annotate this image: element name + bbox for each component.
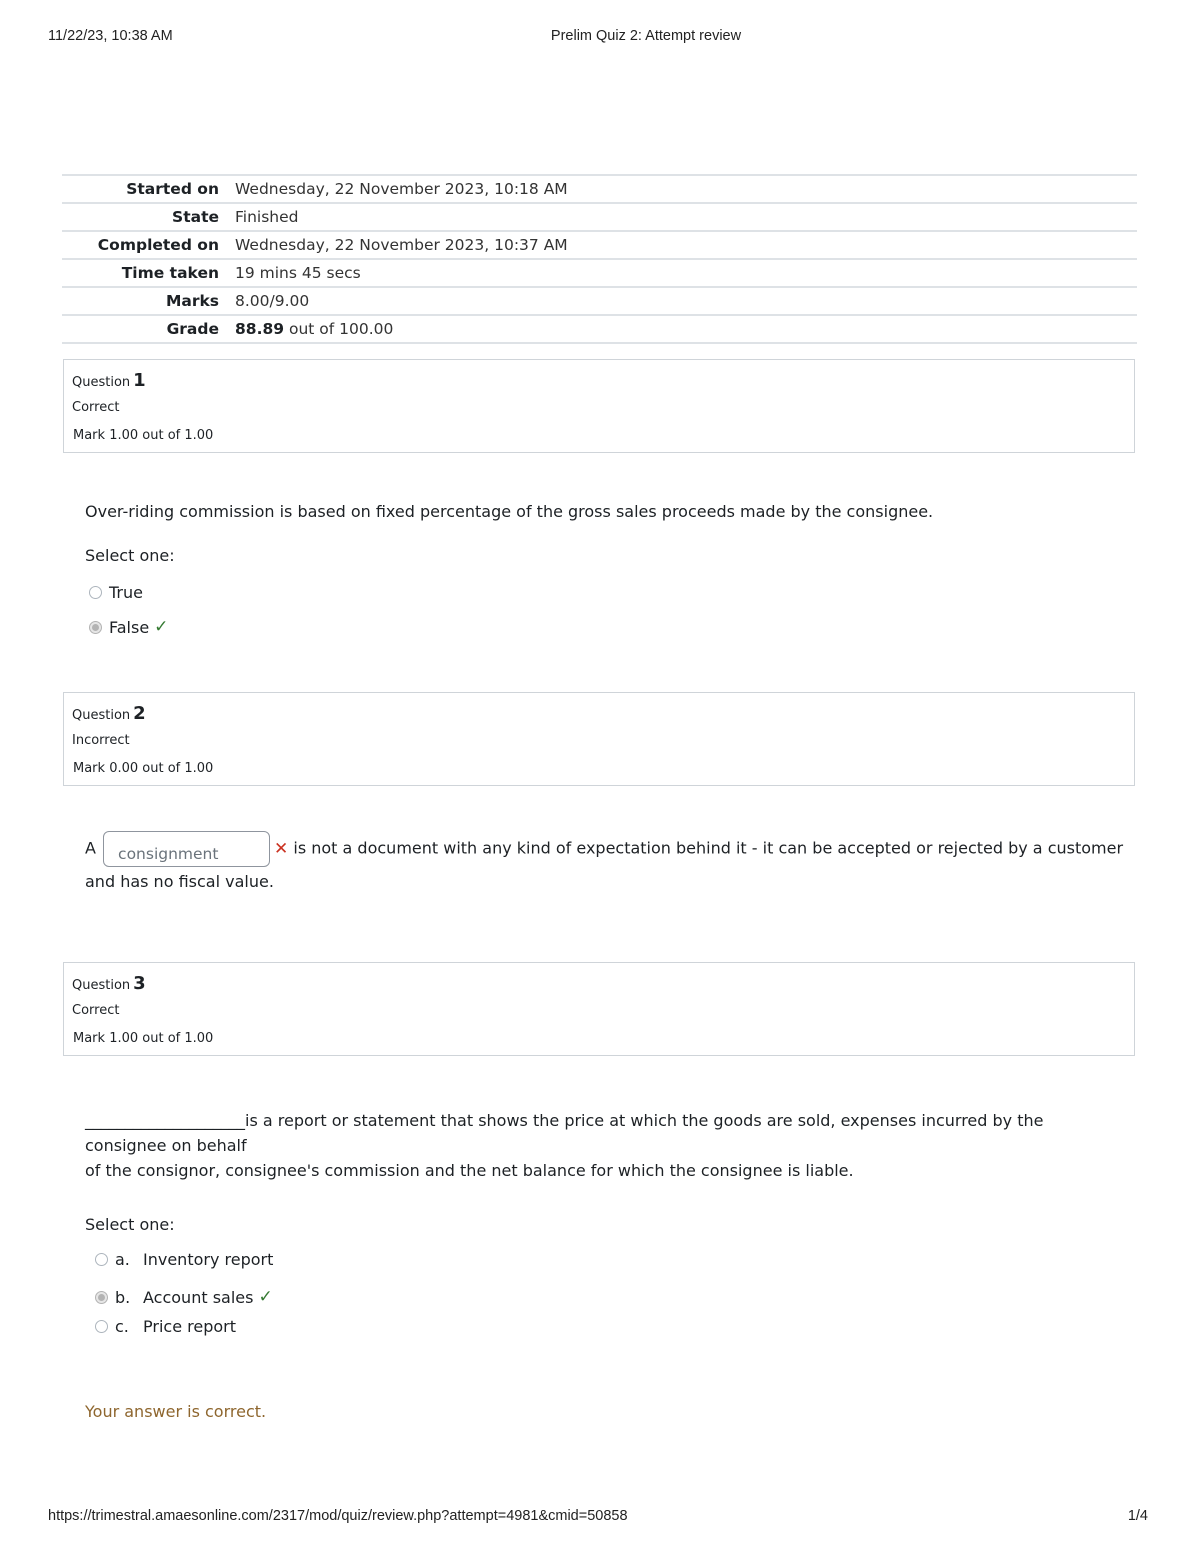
print-footer (48, 1508, 1148, 1528)
question-state: Correct (72, 1003, 120, 1018)
grade-label: Grade (166, 320, 219, 338)
question-3-text-line-2: of the consignor, consignee's commission and the net balance for which the consignee is liable. (85, 1161, 854, 1180)
print-url: https://trimestral.amaesonline.com/2317/mod/quiz/review.php?attempt=4981&cmid=50858 (48, 1508, 628, 1524)
print-header (48, 28, 1148, 48)
started-on-value: Wednesday, 22 November 2023, 10:18 AM (235, 180, 568, 198)
question-3-option-a[interactable] (95, 1250, 273, 1269)
question-label: Question (72, 375, 131, 390)
question-2-text-after: is not a document with any kind of expectation behind it - it can be accepted or rejected by a customer and has no fiscal value. (85, 838, 1124, 891)
question-1-option-true[interactable] (89, 583, 143, 602)
summary-row-time (62, 260, 1137, 288)
option-label: False (109, 618, 150, 637)
option-letter: b. (115, 1288, 131, 1307)
question-state: Incorrect (72, 733, 130, 748)
question-3-text (85, 1108, 1125, 1183)
option-label: Price report (143, 1317, 236, 1336)
question-1-prompt: Select one: (85, 546, 175, 565)
radio-button[interactable] (89, 586, 102, 599)
question-number (72, 370, 146, 391)
question-number (72, 703, 146, 724)
question-1-text: Over-riding commission is based on fixed percentage of the gross sales proceeds made by the consignee. (85, 502, 934, 521)
option-letter: a. (115, 1250, 130, 1269)
print-page-number: 1/4 (1127, 1508, 1148, 1524)
question-mark: Mark 1.00 out of 1.00 (73, 428, 214, 443)
question-3-option-c[interactable] (95, 1317, 236, 1336)
radio-button-selected[interactable] (95, 1291, 108, 1304)
question-1-info (63, 359, 1135, 453)
question-number-value: 3 (133, 973, 146, 994)
question-2-text (85, 831, 1125, 897)
radio-button-selected[interactable] (89, 621, 102, 634)
attempt-summary-table (62, 174, 1137, 344)
summary-row-completed (62, 232, 1137, 260)
summary-row-state (62, 204, 1137, 232)
marks-label: Marks (165, 292, 219, 310)
check-icon: ✓ (154, 617, 169, 637)
started-on-label: Started on (126, 180, 219, 198)
question-number-value: 1 (133, 370, 146, 391)
radio-button[interactable] (95, 1253, 108, 1266)
option-label: Inventory report (143, 1250, 274, 1269)
cross-icon: ✕ (274, 838, 289, 859)
summary-row-started (62, 176, 1137, 204)
summary-row-marks (62, 288, 1137, 316)
question-state: Correct (72, 400, 120, 415)
summary-row-grade (62, 316, 1137, 344)
print-page-title: Prelim Quiz 2: Attempt review (550, 28, 742, 44)
option-letter: c. (115, 1317, 129, 1336)
option-label: True (109, 583, 143, 602)
grade-value-wrap (235, 320, 393, 338)
option-label: Account sales (143, 1288, 254, 1307)
grade-value: 88.89 (235, 320, 285, 338)
question-number-value: 2 (133, 703, 146, 724)
state-value: Finished (235, 208, 299, 226)
radio-button[interactable] (95, 1320, 108, 1333)
marks-value: 8.00/9.00 (235, 292, 310, 310)
question-mark: Mark 1.00 out of 1.00 (73, 1031, 214, 1046)
print-datetime: 11/22/23, 10:38 AM (48, 28, 173, 44)
grade-suffix: out of 100.00 (284, 320, 394, 338)
completed-on-label: Completed on (97, 236, 219, 254)
question-3-text-line-1: ____________________is a report or statement that shows the price at which the goods are sold, expenses incurred by the consignee on behalf (85, 1111, 1044, 1155)
question-mark: Mark 0.00 out of 1.00 (73, 761, 214, 776)
question-3-feedback: Your answer is correct. (85, 1402, 267, 1421)
time-taken-value: 19 mins 45 secs (235, 264, 361, 282)
check-icon: ✓ (258, 1287, 273, 1307)
question-2-info (63, 692, 1135, 786)
completed-on-value: Wednesday, 22 November 2023, 10:37 AM (235, 236, 568, 254)
question-label: Question (72, 978, 131, 993)
answer-input[interactable]: consignment (103, 831, 270, 867)
question-2-text-before: A (85, 838, 96, 858)
question-3-prompt: Select one: (85, 1215, 175, 1234)
time-taken-label: Time taken (121, 264, 219, 282)
question-3-info (63, 962, 1135, 1056)
question-3-option-b[interactable] (95, 1288, 273, 1307)
state-label: State (172, 208, 219, 226)
question-number (72, 973, 146, 994)
question-label: Question (72, 708, 131, 723)
question-1-option-false[interactable] (89, 618, 168, 637)
